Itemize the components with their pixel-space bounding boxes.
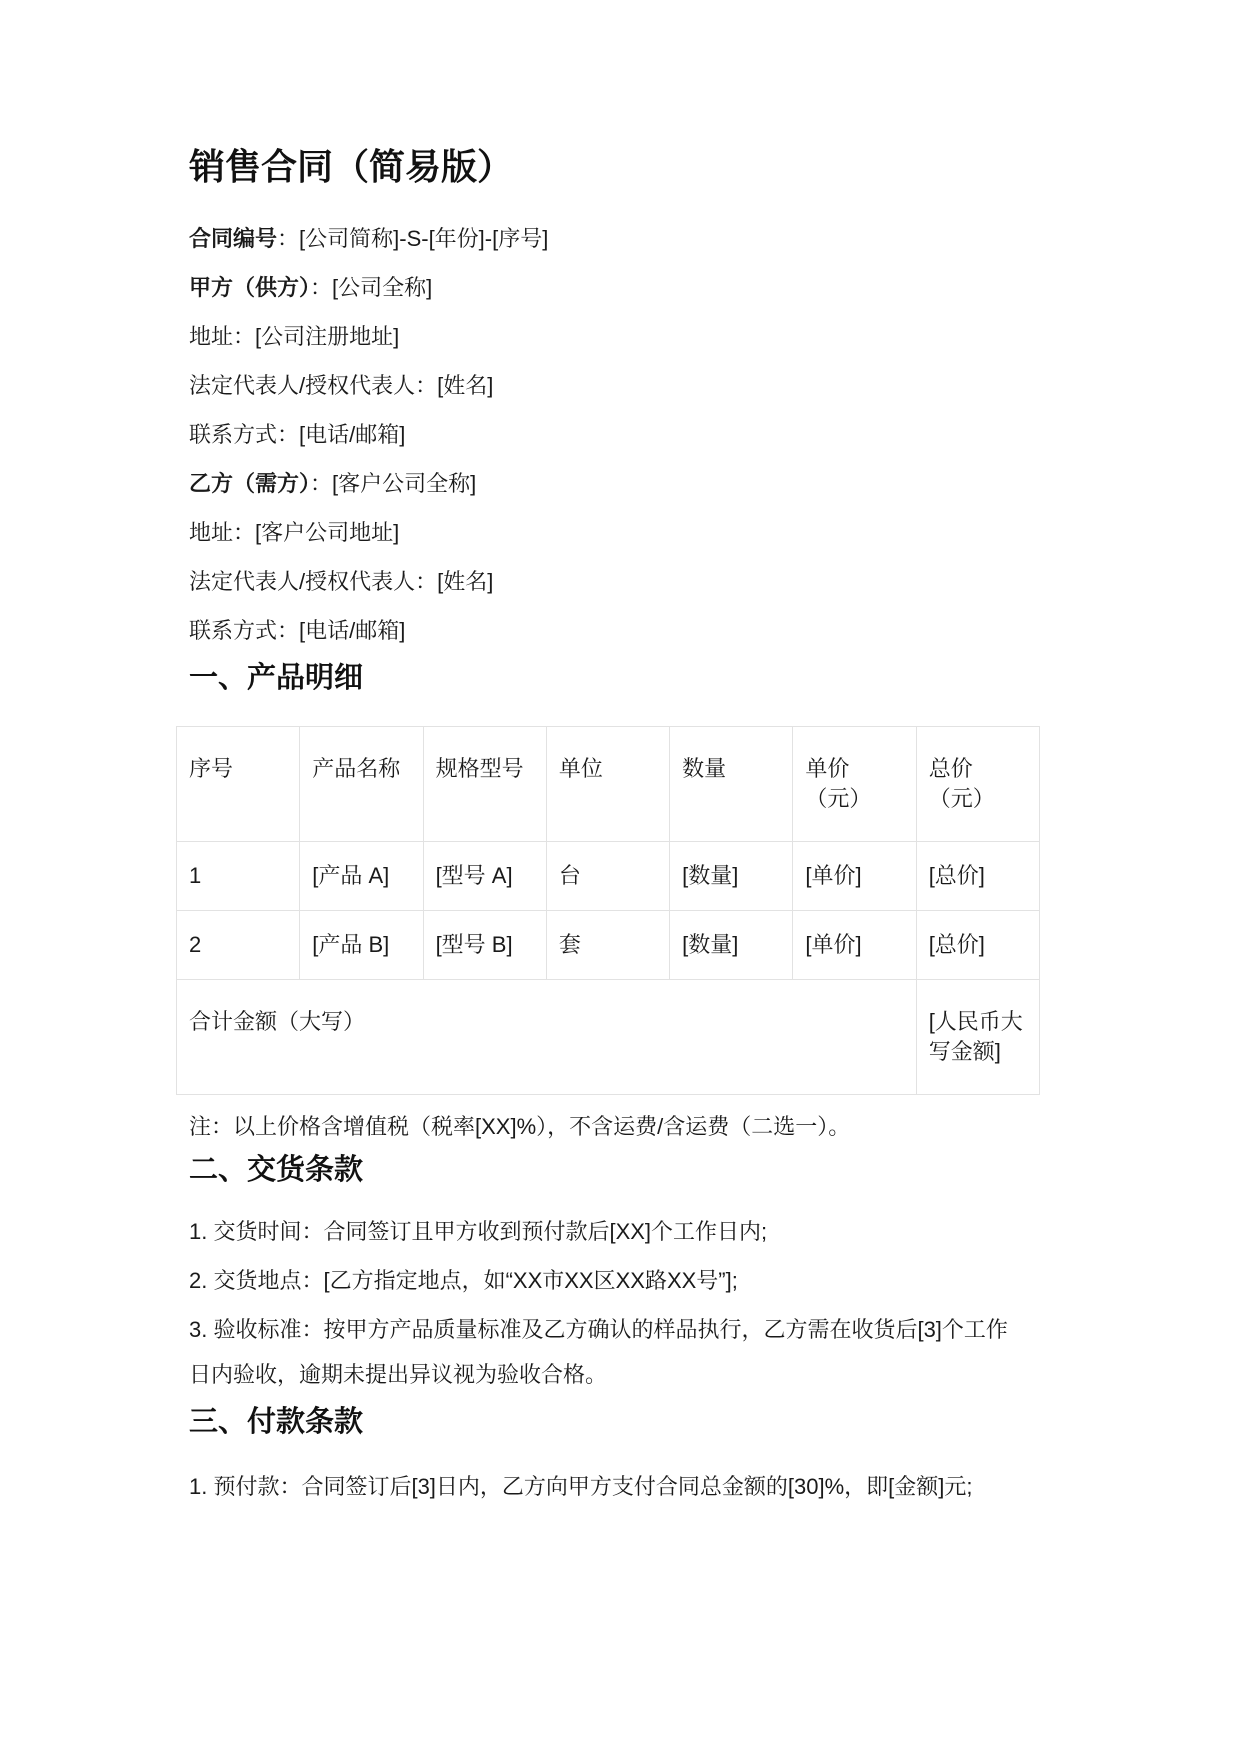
delivery-term-3: 3. 验收标准：按甲方产品质量标准及乙方确认的样品执行，乙方需在收货后[3]个工作日内验收，逾期未提出异议视为验收合格。 [189, 1317, 1008, 1387]
party-a-representative-value: ：[姓名] [415, 373, 494, 398]
cell-row2-index: 2 [177, 911, 300, 980]
cell-row1-index: 1 [177, 842, 300, 911]
cell-row2-product-name: [产品 B] [300, 911, 423, 980]
cell-row2-spec-model: [型号 B] [423, 911, 546, 980]
party-b-representative-label: 法定代表人/授权代表人 [189, 569, 416, 594]
party-a-representative-label: 法定代表人/授权代表人 [189, 373, 416, 398]
contract-meta-block [189, 216, 1241, 653]
cell-row1-spec-model: [型号 A] [423, 842, 546, 911]
section-heading-delivery: 二、交货条款 [189, 1154, 364, 1186]
party-b-representative-value: ：[姓名] [415, 569, 494, 594]
product-row-2 [177, 911, 1040, 980]
party-b-contact-label: 联系方式 [189, 618, 278, 643]
party-b-contact-value: ：[电话/邮箱] [277, 618, 406, 643]
cell-row2-quantity: [数量] [670, 911, 793, 980]
party-b-value: ：[客户公司全称] [310, 471, 477, 496]
contract-number-value: ：[公司简称]-S-[年份]-[序号] [277, 226, 549, 251]
party-b-line [189, 461, 1024, 506]
header-cell-unit: 单位 [546, 727, 669, 842]
contract-number-line [189, 216, 1024, 261]
party-b-address-label: 地址 [189, 520, 234, 545]
header-cell-spec-model: 规格型号 [423, 727, 546, 842]
delivery-term-1: 1. 交货时间：合同签订且甲方收到预付款后[XX]个工作日内; [189, 1219, 768, 1244]
cell-row2-unit: 套 [546, 911, 669, 980]
product-table [176, 726, 1040, 1095]
section-heading-products: 一、产品明细 [189, 662, 364, 694]
header-cell-index: 序号 [177, 727, 300, 842]
cell-row1-product-name: [产品 A] [300, 842, 423, 911]
party-a-value: ：[公司全称] [310, 275, 433, 300]
contract-number-label: 合同编号 [189, 226, 278, 251]
table-header-row [177, 727, 1040, 842]
cell-row1-quantity: [数量] [670, 842, 793, 911]
party-b-representative-line [189, 559, 1024, 604]
party-a-contact-label: 联系方式 [189, 422, 278, 447]
cell-row2-total-price: [总价] [916, 911, 1039, 980]
party-a-address-line [189, 314, 1024, 359]
section-heading-payment: 三、付款条款 [189, 1406, 364, 1438]
cell-row1-total-price: [总价] [916, 842, 1039, 911]
total-value-cell: [人民币大写金额] [916, 980, 1039, 1095]
header-cell-total-price: 总价 （元） [916, 727, 1039, 842]
delivery-term-2: 2. 交货地点：[乙方指定地点，如“XX市XX区XX路XX号”]; [189, 1268, 738, 1293]
cell-row1-unit-price: [单价] [793, 842, 916, 911]
payment-term-1: 1. 预付款：合同签订后[3]日内，乙方向甲方支付合同总金额的[30]%，即[金额]元; [189, 1474, 973, 1499]
party-b-address-value: ：[客户公司地址] [233, 520, 400, 545]
header-cell-unit-price: 单价 （元） [793, 727, 916, 842]
products-note: 注：以上价格含增值税（税率[XX]%），不含运费/含运费（二选一）。 [189, 1114, 851, 1139]
cell-row2-unit-price: [单价] [793, 911, 916, 980]
page-title: 销售合同（简易版） [189, 146, 514, 187]
party-b-address-line [189, 510, 1024, 555]
party-b-contact-line [189, 608, 1024, 653]
header-cell-product-name: 产品名称 [300, 727, 423, 842]
party-a-contact-value: ：[电话/邮箱] [277, 422, 406, 447]
delivery-terms-block [189, 1209, 1241, 1397]
total-row [177, 980, 1040, 1095]
party-b-label: 乙方（需方） [189, 471, 311, 496]
total-label-cell: 合计金额（大写） [177, 980, 917, 1095]
cell-row1-unit: 台 [546, 842, 669, 911]
payment-terms-block [189, 1464, 1241, 1509]
party-a-line [189, 265, 1024, 310]
header-cell-quantity: 数量 [670, 727, 793, 842]
party-a-representative-line [189, 363, 1024, 408]
party-a-label: 甲方（供方） [189, 275, 311, 300]
party-a-address-label: 地址 [189, 324, 234, 349]
party-a-contact-line [189, 412, 1024, 457]
product-row-1 [177, 842, 1040, 911]
party-a-address-value: ：[公司注册地址] [233, 324, 400, 349]
